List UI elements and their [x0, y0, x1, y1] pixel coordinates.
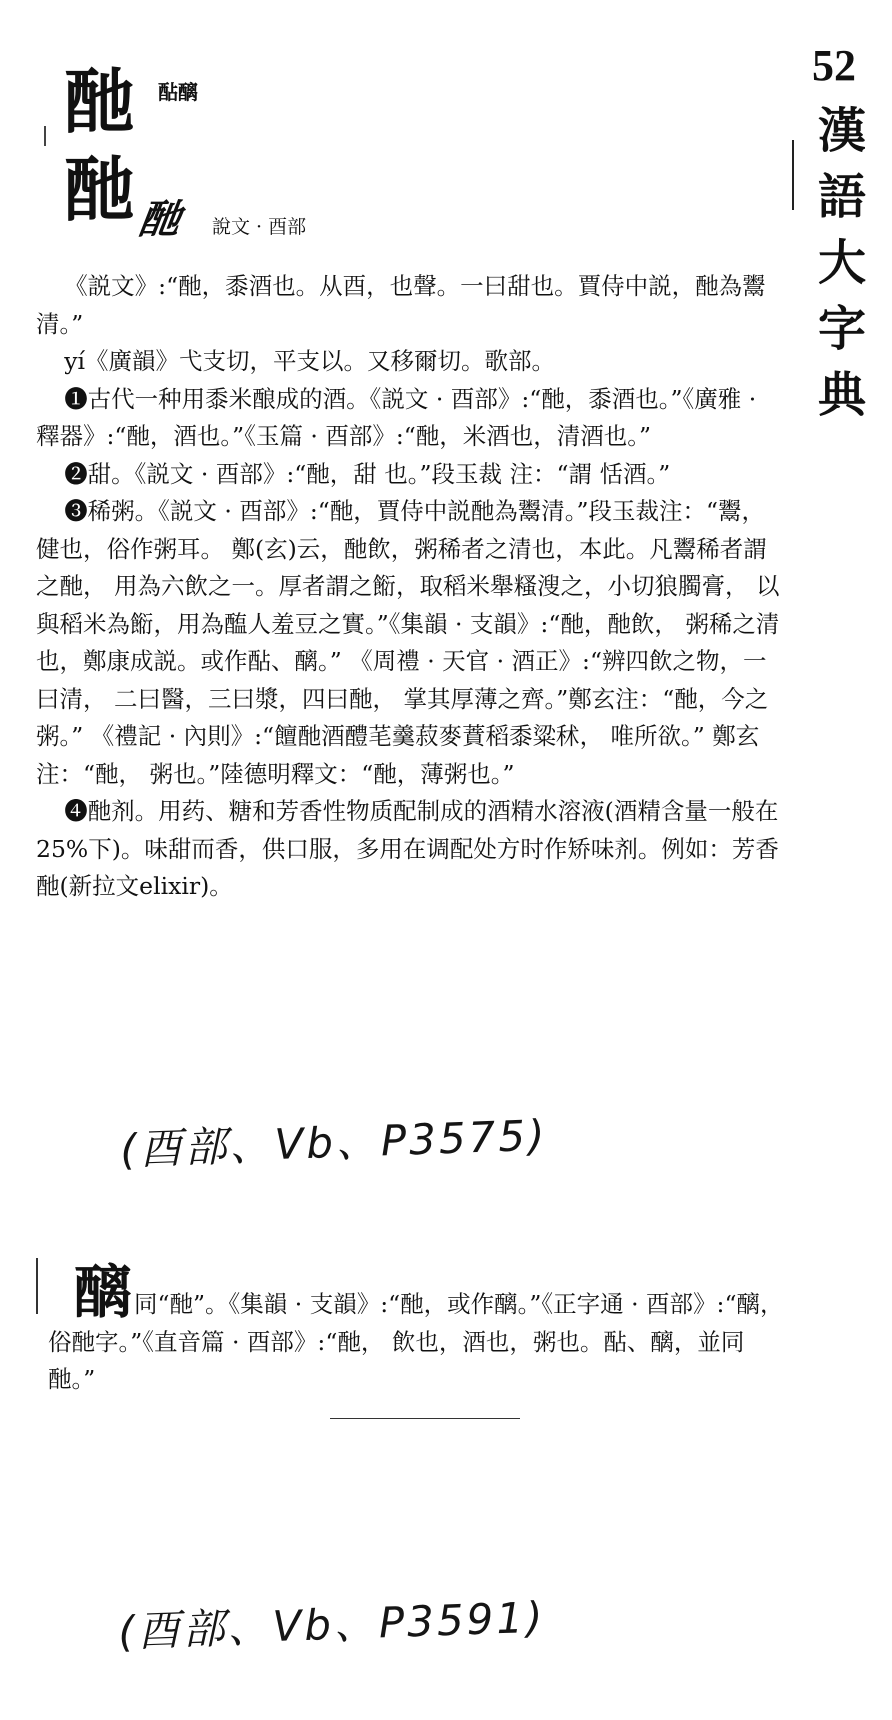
headword-modern: 酏 — [64, 60, 134, 143]
book-title: 漢語大字典 — [817, 103, 866, 423]
entry2-rule — [330, 1418, 520, 1419]
entry-paragraph-pronunciation: yí《廣韻》弋支切，平支以。又移爾切。歌部。 — [64, 347, 555, 375]
handwritten-note-1: (酉部、Vb、P3575) — [119, 1110, 549, 1175]
page-number: 52 — [812, 41, 856, 90]
entry-paragraph-sense-4: ❹酏剂。用药、糖和芳香性物质配制成的酒精水溶液(酒精含量一般在25%下)。味甜而香，供口服，多用在调配处方时作矫味剂。例如：芳香酏(新拉文elixir)。 — [36, 797, 779, 900]
entry-paragraph-sense-2: ❷甜。《説文 · 酉部》:“酏，甜 也。”段玉裁 注：“謂 恬酒。” — [64, 459, 671, 488]
entry2-text: 同“酏”。《集韻 · 支韻》:“酏，或作醨。”《正字通 · 酉部》:“醨，俗酏字。”《直音篇 · 酉部》:“酏， 飲也，酒也，粥也。酟、醨，並同酏。” — [48, 1290, 784, 1393]
seal-script-glyph: 酏 — [136, 196, 177, 243]
entry-paragraph-sense-3: ❸稀粥。《説文 · 酉部》:“酏，賈侍中説酏為鬻清。”段玉裁注：“鬻，健也，俗作粥耳。 鄭(玄)云，酏飲，粥稀者之清也，本此。凡鬻稀者謂之酏， 用為六飲之一。厚者謂之餰，取稻米舉糔溲之，小切狼臅膏， 以與稻米為餰，用為醢人羞豆之實。”《集韻 · 支韻》:“酏，酏飲， 粥稀之清也，鄭康成説。或作酟、醨。” 《周禮 · 天官 · 酒正》:“辨四飲之物，一曰清， 二曰醫，三曰漿，四曰酏， 掌其厚薄之齊。”鄭玄注：“酏，今之粥。” 《禮記 · 內則》:“饘酏酒醴芼羹菽麥蕡稻黍粱秫， 唯所欲。” 鄭玄注：“酏， 粥也。”陸德明釋文：“酏，薄粥也。” — [36, 497, 780, 788]
entry2-headword: 醨 — [74, 1258, 133, 1326]
handwritten-note-2: (酉部、Vb、P3591) — [117, 1592, 547, 1657]
margin-bracket — [36, 1258, 38, 1314]
seal-source-label: 說文 · 酉部 — [212, 216, 307, 238]
entry-body — [36, 268, 786, 906]
headword-traditional: 酏 — [64, 148, 134, 231]
headword-variants: 酟醨 — [158, 80, 198, 104]
margin-tick — [44, 126, 46, 146]
entry-paragraph-sense-1: ❶古代一种用黍米酿成的酒。《説文 · 酉部》:“酏，黍酒也。”《廣雅 · 釋器》:“酏，酒也。”《玉篇 · 酉部》:“酏，米酒也，清酒也。” — [36, 384, 757, 450]
entry2-paragraph — [48, 1258, 788, 1399]
entry-paragraph-shuowen: 《説文》:“酏，黍酒也。从酉，也聲。一曰甜也。賈侍中説，酏為鬻清。” — [36, 272, 766, 338]
margin-rule — [792, 140, 794, 210]
entry2-body — [48, 1258, 788, 1399]
